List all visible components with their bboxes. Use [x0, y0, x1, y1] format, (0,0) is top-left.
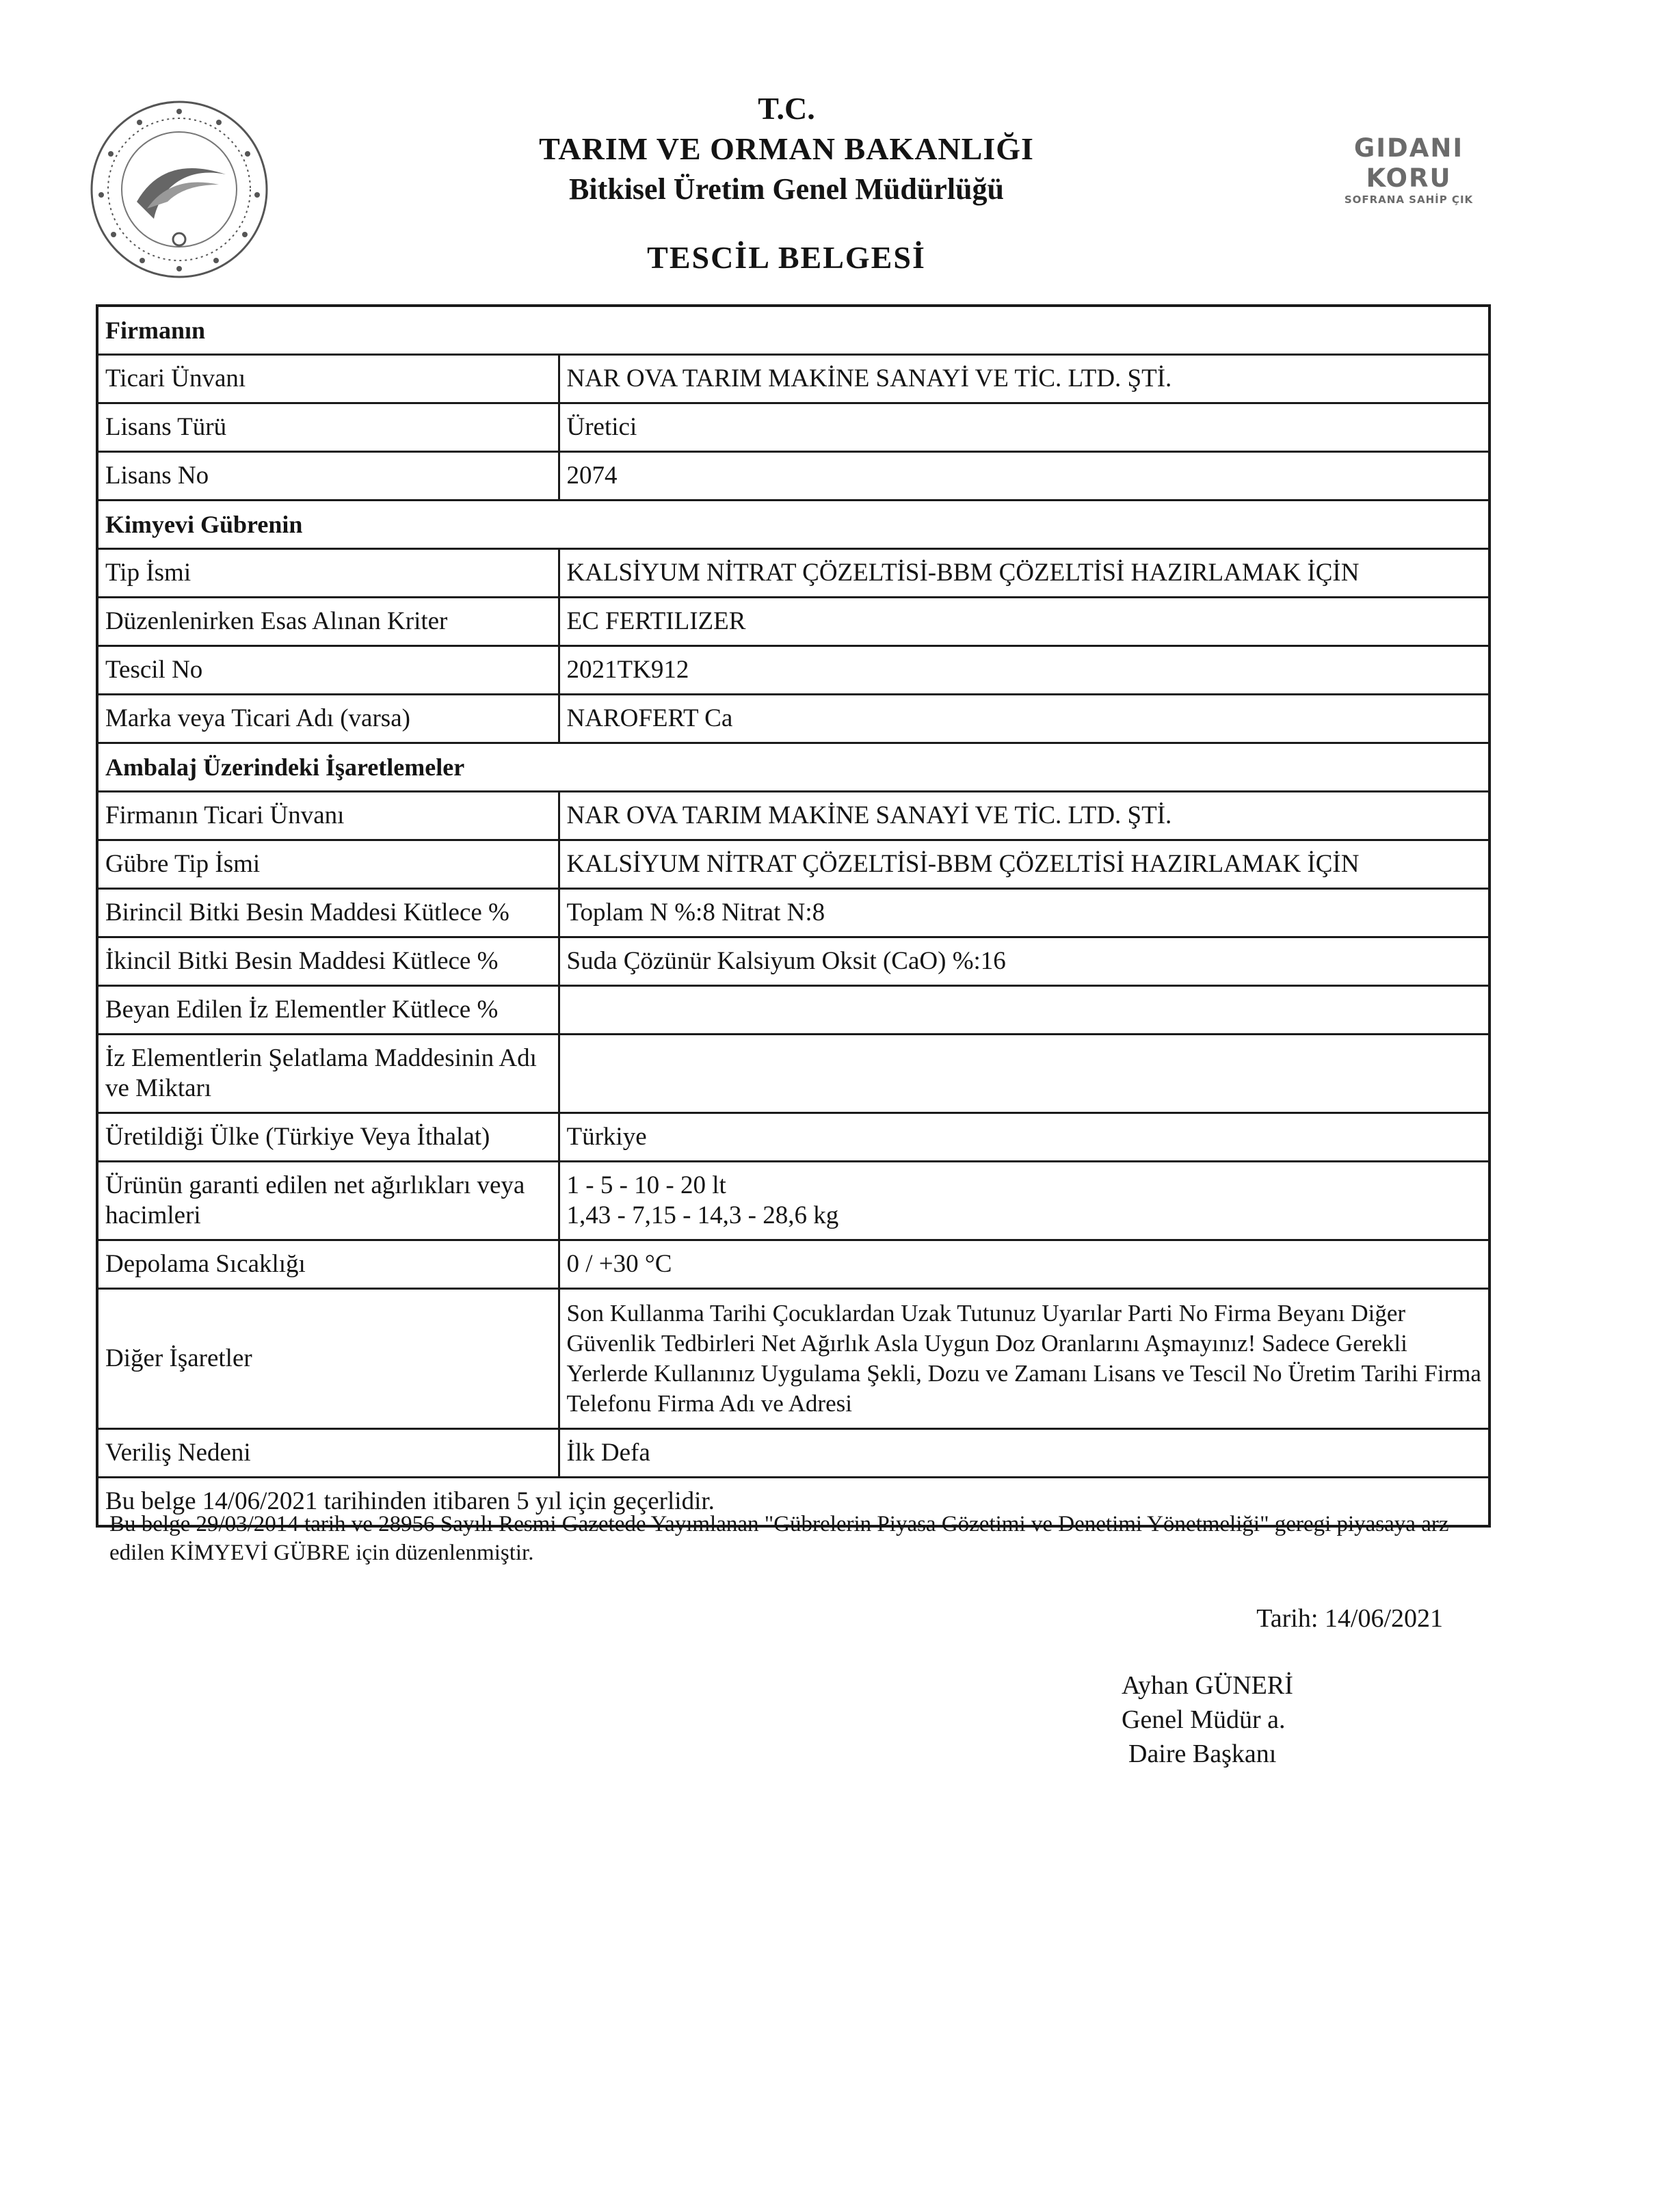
- row-value: 0 / +30 °C: [559, 1240, 1490, 1289]
- registration-table: [96, 304, 1491, 1528]
- row-label: Gübre Tip İsmi: [97, 840, 559, 889]
- row-value: KALSİYUM NİTRAT ÇÖZELTİSİ-BBM ÇÖZELTİSİ HAZIRLAMAK İÇİN: [559, 840, 1490, 889]
- row-value: Türkiye: [559, 1113, 1490, 1162]
- signatory-department: Daire Başkanı: [1128, 1740, 1277, 1768]
- row-label: Tescil No: [97, 646, 559, 695]
- row-label: Diğer İşaretler: [97, 1289, 559, 1429]
- brand-name: GIDANI KORU: [1353, 133, 1464, 193]
- row-label: Düzenlenirken Esas Alınan Kriter: [97, 598, 559, 646]
- section-row: [97, 306, 1490, 355]
- row-value: NAR OVA TARIM MAKİNE SANAYİ VE TİC. LTD. ŞTİ.: [559, 792, 1490, 840]
- header-ministry: TARIM VE ORMAN BAKANLIĞI: [539, 131, 1034, 166]
- table-row: [97, 792, 1490, 840]
- row-label: Ticari Ünvanı: [97, 355, 559, 403]
- table-row: [97, 986, 1490, 1035]
- row-value: NAROFERT Ca: [559, 695, 1490, 743]
- row-value: [559, 1035, 1490, 1113]
- section-firm: Firmanın: [97, 306, 1490, 355]
- row-value: NAR OVA TARIM MAKİNE SANAYİ VE TİC. LTD. ŞTİ.: [559, 355, 1490, 403]
- header-directorate: Bitkisel Üretim Genel Müdürlüğü: [569, 172, 1004, 206]
- table-row: [97, 1429, 1490, 1478]
- row-label: İz Elementlerin Şelatlama Maddesinin Adı ve Miktarı: [97, 1035, 559, 1113]
- row-value: EC FERTILIZER: [559, 598, 1490, 646]
- table-row: [97, 1035, 1490, 1113]
- row-value: 2021TK912: [559, 646, 1490, 695]
- row-value: İlk Defa: [559, 1429, 1490, 1478]
- table-row: [97, 646, 1490, 695]
- ministry-seal-logo: [89, 99, 270, 280]
- table-row: [97, 1240, 1490, 1289]
- row-label: İkincil Bitki Besin Maddesi Kütlece %: [97, 937, 559, 986]
- row-value: 2074: [559, 452, 1490, 501]
- signature-block: [1122, 1668, 1409, 1771]
- row-value: [559, 986, 1490, 1035]
- table-row: [97, 1162, 1490, 1240]
- document-header: [383, 89, 1190, 209]
- row-label: Lisans No: [97, 452, 559, 501]
- weight-values: 1,43 - 7,15 - 14,3 - 28,6 kg: [566, 1201, 839, 1229]
- volume-values: 1 - 5 - 10 - 20 lt: [566, 1171, 726, 1199]
- row-label: Beyan Edilen İz Elementler Kütlece %: [97, 986, 559, 1035]
- row-label: Üretildiği Ülke (Türkiye Veya İthalat): [97, 1113, 559, 1162]
- row-value: Son Kullanma Tarihi Çocuklardan Uzak Tutunuz Uyarılar Parti No Firma Beyanı Diğer Güvenlik Tedbirleri Net Ağırlık Asla Uygun Doz Oranlarını Aşmayınız! Sadece Gerekli Yerlerde Kullanınız Uygulama Şekli, Dozu ve Zamanı Lisans ve Tescil No Üretim Tarihi Firma Telefonu Firma Adı ve Adresi: [559, 1289, 1490, 1429]
- section-row: [97, 501, 1490, 549]
- section-package: Ambalaj Üzerindeki İşaretlemeler: [97, 743, 1490, 792]
- validity-text: Bu belge 14/06/2021 tarihinden itibaren 5 yıl için geçerlidir.: [97, 1478, 1490, 1527]
- row-label: Marka veya Ticari Adı (varsa): [97, 695, 559, 743]
- table-row: [97, 695, 1490, 743]
- row-value: KALSİYUM NİTRAT ÇÖZELTİSİ-BBM ÇÖZELTİSİ HAZIRLAMAK İÇİN: [559, 549, 1490, 598]
- row-label: Depolama Sıcaklığı: [97, 1240, 559, 1289]
- row-value: [559, 1162, 1490, 1240]
- document-title: TESCİL BELGESİ: [647, 240, 926, 275]
- gidani-koru-logo: [1310, 133, 1508, 206]
- row-value: Suda Çözünür Kalsiyum Oksit (CaO) %:16: [559, 937, 1490, 986]
- table-row: [97, 1113, 1490, 1162]
- regulation-note: Bu belge 29/03/2014 tarih ve 28956 Sayılı Resmi Gazetede Yayımlanan "Gübrelerin Piyasa Gözetimi ve Denetimi Yönetmeliği" geregi piyasaya arz edilen KİMYEVİ GÜBRE için düzenlenmiştir.: [109, 1512, 1449, 1565]
- table-row: [97, 403, 1490, 452]
- signatory-name: Ayhan GÜNERİ: [1122, 1671, 1293, 1700]
- brand-tagline: SOFRANA SAHİP ÇIK: [1344, 194, 1474, 206]
- row-value: Toplam N %:8 Nitrat N:8: [559, 889, 1490, 937]
- row-label: Tip İsmi: [97, 549, 559, 598]
- row-label: Firmanın Ticari Ünvanı: [97, 792, 559, 840]
- row-label: Veriliş Nedeni: [97, 1429, 559, 1478]
- row-label: Lisans Türü: [97, 403, 559, 452]
- table-row: [97, 889, 1490, 937]
- table-row: [97, 355, 1490, 403]
- issue-date: Tarih: 14/06/2021: [1256, 1604, 1443, 1633]
- table-row: [97, 840, 1490, 889]
- table-row: [97, 598, 1490, 646]
- row-label: Birincil Bitki Besin Maddesi Kütlece %: [97, 889, 559, 937]
- header-tc: T.C.: [758, 91, 815, 126]
- signatory-title: Genel Müdür a.: [1122, 1705, 1286, 1734]
- table-row: [97, 452, 1490, 501]
- section-fertilizer: Kimyevi Gübrenin: [97, 501, 1490, 549]
- section-row: [97, 743, 1490, 792]
- row-value: Üretici: [559, 403, 1490, 452]
- table-row: [97, 937, 1490, 986]
- table-row: [97, 1289, 1490, 1429]
- row-label: Ürünün garanti edilen net ağırlıkları veya hacimleri: [97, 1162, 559, 1240]
- table-row: [97, 549, 1490, 598]
